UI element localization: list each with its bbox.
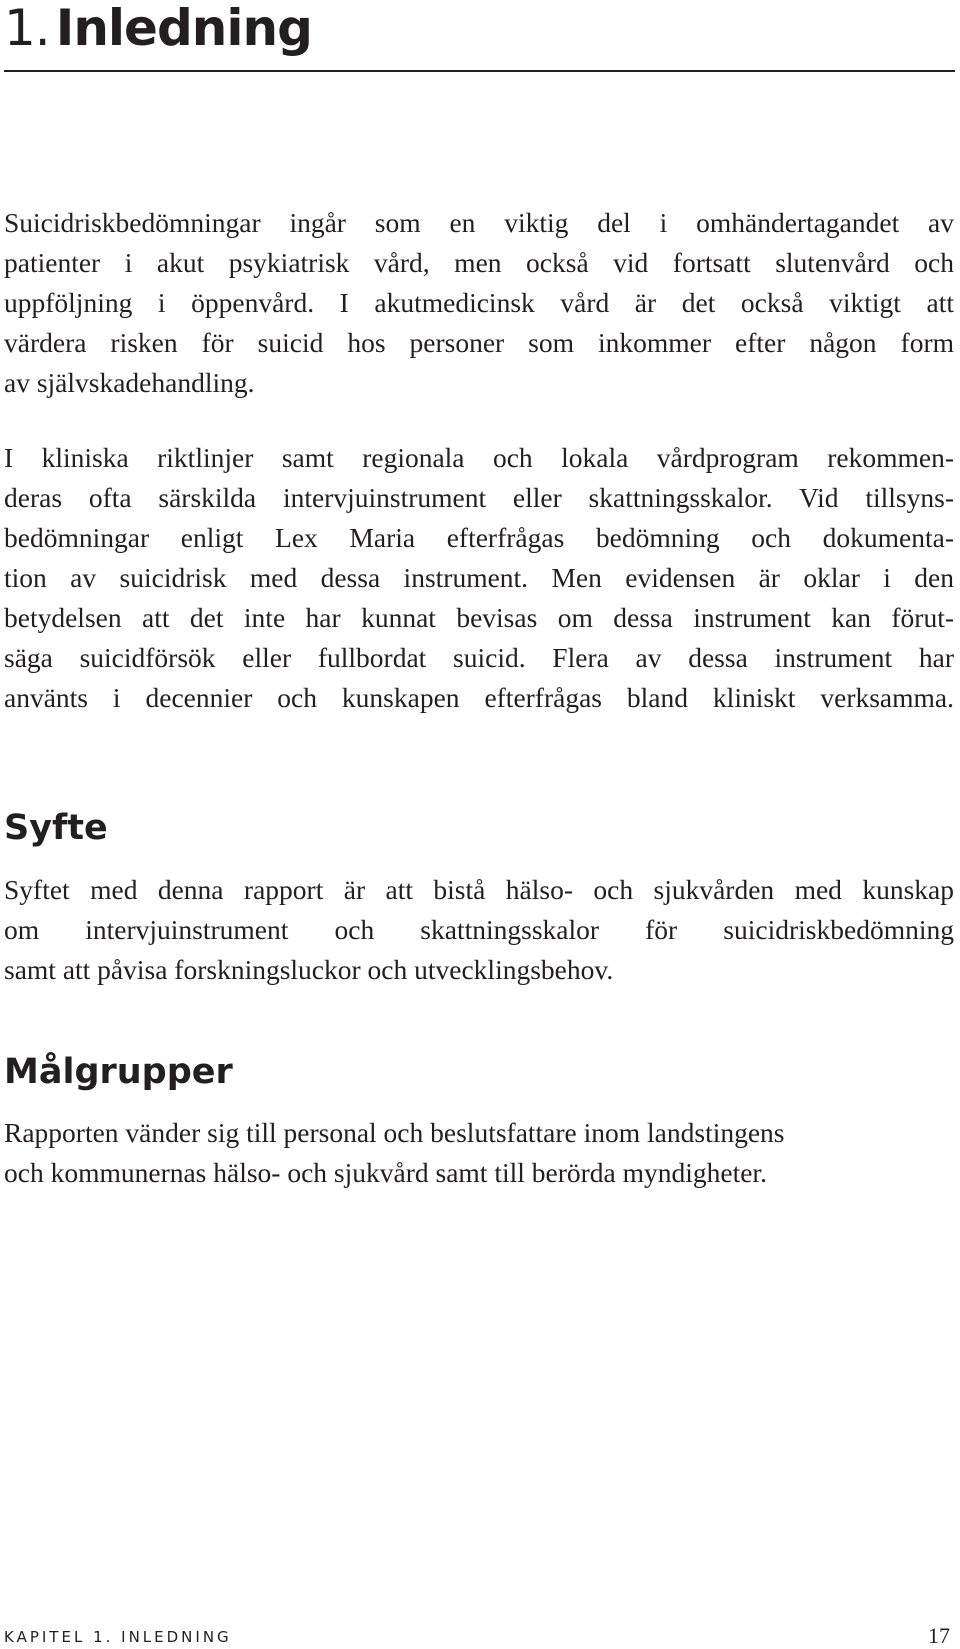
text-line: I kliniska riktlinjer samt regionala och lokala vårdprogram rekommen- (4, 442, 954, 473)
text-line: uppföljning i öppenvård. I akutmedicinsk vård är det också viktigt att (4, 287, 954, 318)
running-footer: KAPITEL 1. INLEDNING (4, 1628, 232, 1646)
section-heading-malgrupper: Målgrupper (4, 1052, 233, 1092)
chapter-heading (4, 0, 955, 72)
intro-paragraph-1 (4, 203, 954, 403)
text-line: Rapporten vänder sig till personal och beslutsfattare inom landstingens (4, 1117, 785, 1148)
intro-paragraph-2 (4, 438, 954, 718)
text-line: deras ofta särskilda intervjuinstrument eller skattningsskalor. Vid tillsyns- (4, 482, 954, 513)
text-line: betydelsen att det inte har kunnat bevisas om dessa instrument kan förut- (4, 602, 954, 633)
text-line: samt att påvisa forskningsluckor och utvecklingsbehov. (4, 954, 614, 985)
text-line: säga suicidförsök eller fullbordat suicid. Flera av dessa instrument har (4, 642, 954, 673)
section-heading-syfte: Syfte (4, 808, 108, 848)
text-line: om intervjuinstrument och skattningsskalor för suicidriskbedömning (4, 914, 954, 945)
page-number: 17 (928, 1623, 950, 1648)
text-line: patienter i akut psykiatrisk vård, men också vid fortsatt slutenvård och (4, 247, 954, 278)
text-line: tion av suicidrisk med dessa instrument. Men evidensen är oklar i den (4, 562, 954, 593)
text-line: och kommunernas hälso- och sjukvård samt till berörda myndigheter. (4, 1157, 767, 1188)
text-line: av självskadehandling. (4, 367, 255, 398)
malgrupper-paragraph (4, 1113, 954, 1193)
syfte-paragraph (4, 870, 954, 990)
text-line: Suicidriskbedömningar ingår som en viktig del i omhändertagandet av (4, 207, 954, 238)
text-line: använts i decennier och kunskapen efterfrågas bland kliniskt verksamma. (4, 682, 954, 713)
chapter-number: 1. (4, 0, 50, 57)
text-line: bedömningar enligt Lex Maria efterfrågas bedömning och dokumenta- (4, 522, 954, 553)
text-line: Syftet med denna rapport är att bistå hälso- och sjukvården med kunskap (4, 874, 954, 905)
text-line: värdera risken för suicid hos personer som inkommer efter någon form (4, 327, 954, 358)
chapter-title: Inledning (55, 0, 312, 57)
